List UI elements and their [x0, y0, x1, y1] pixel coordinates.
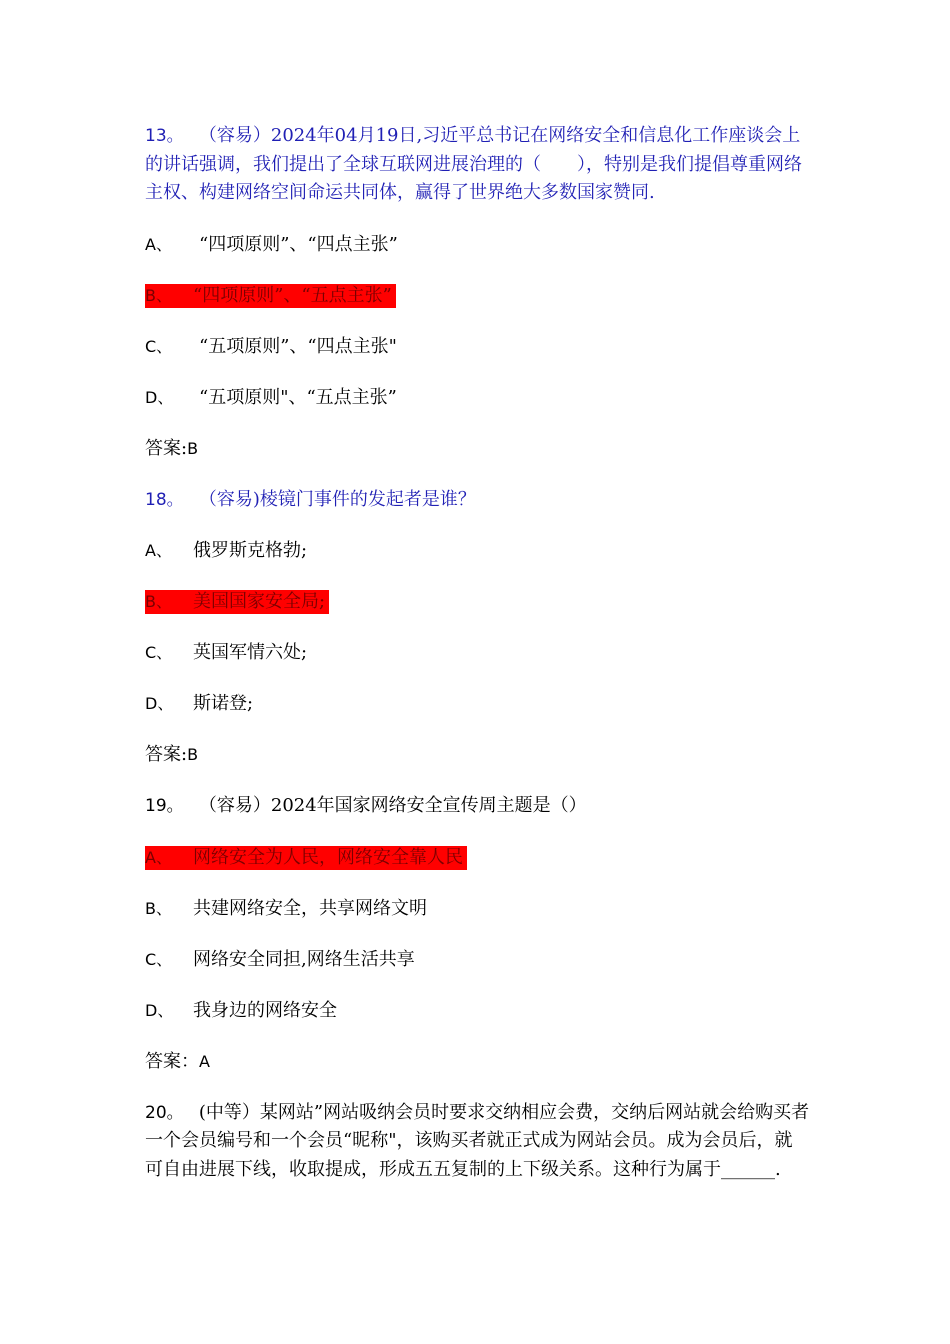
question-19-title [145, 792, 810, 821]
option-b-highlighted [145, 588, 810, 616]
option-d: D、 “五项原则"、“五点主张” [145, 386, 397, 408]
option-d: D、 我身边的网络安全 [145, 999, 337, 1021]
question-18-title [145, 486, 810, 515]
question-text: （容易）2024年国家网络安全宣传周主题是（） [198, 795, 587, 816]
option-d: D、 斯诺登; [145, 693, 254, 714]
option-b-highlighted [145, 282, 810, 310]
option-a: A、 俄罗斯克格勃; [145, 540, 308, 561]
answer-line: 答案:B [145, 744, 199, 765]
question-text: （容易)棱镜门事件的发起者是谁？ [198, 488, 476, 510]
question-13-title [145, 122, 810, 208]
question-text: （容易）2024年04月19日,习近平总书记在网络安全和信息化工作座谈会上的讲话强调，我们提出了全球互联网进展治理的（ ），特别是我们提倡尊重网络主权、构建网络空间命运共同体，赢得了世界绝大多数国家赞同. [145, 125, 802, 203]
answer-line: 答案:B [145, 437, 199, 459]
answer-highlight: A、 网络安全为人民，网络安全靠人民 [145, 846, 467, 870]
question-number: 18。 [145, 489, 176, 510]
option-c: C、 英国军情六处; [145, 642, 308, 663]
option-a: A、 “四项原则”、“四点主张” [145, 233, 398, 255]
option-a-highlighted [145, 844, 810, 872]
document-page [145, 122, 810, 1207]
question-number: 19。 [145, 796, 176, 816]
question-20-title [145, 1099, 810, 1185]
option-b: B、 共建网络安全，共享网络文明 [145, 897, 427, 919]
answer-line: 答案：A [145, 1050, 210, 1072]
answer-highlight: B、 “四项原则”、“五点主张” [145, 284, 396, 308]
answer-highlight: B、 美国国家安全局; [145, 590, 329, 614]
question-number: 20。 [145, 1102, 176, 1123]
question-text: (中等）某网站”网站吸纳会员时要求交纳相应会费，交纳后网站就会给购买者一个会员编号和一个会员“昵称"，该购买者就正式成为网站会员。成为会员后，就可自由进展下线，收取提成，形成五五复制的上下级关系。这种行为属于______. [145, 1101, 810, 1180]
option-c: C、 “五项原则”、“四点主张" [145, 335, 397, 357]
option-c: C、 网络安全同担,网络生活共享 [145, 948, 415, 970]
question-number: 13。 [145, 126, 176, 146]
